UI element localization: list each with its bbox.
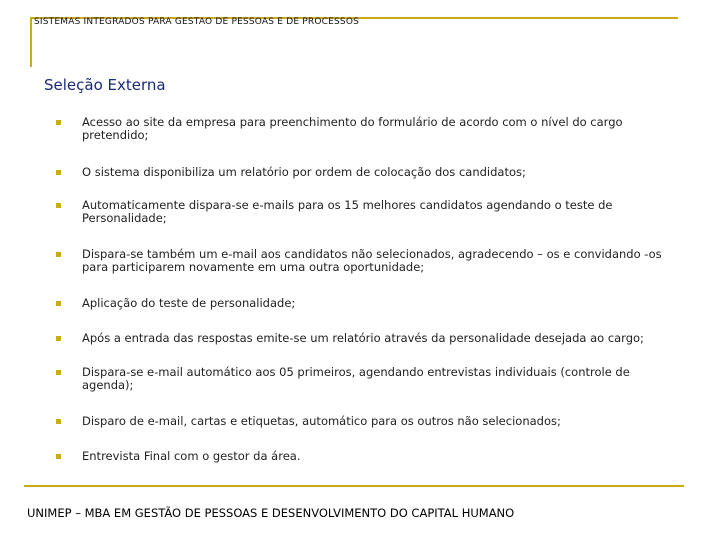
header-title: SISTEMAS INTEGRADOS PARA GESTAO DE PESSOAS E DE PROCESSOS [34,17,360,27]
bullet-text: Entrevista Final com o gestor da área. [82,449,301,463]
bullet-text: Dispara-se e-mail automático aos 05 primeiros, agendando entrevistas individuais (controle de agenda); [82,365,630,392]
bullet-text: O sistema disponibiliza um relatório por ordem de colocação dos candidatos; [82,165,526,179]
bullet-square-icon [56,454,61,459]
bullet-text: Após a entrada das respostas emite-se um relatório através da personalidade desejada ao cargo; [82,331,644,345]
bullet-square-icon [56,370,61,375]
bullet-square-icon [56,301,61,306]
header-left-rule [30,17,32,67]
footer-rule [24,485,684,487]
footer-text: UNIMEP – MBA EM GESTÃO DE PESSOAS E DESENVOLVIMENTO DO CAPITAL HUMANO [27,506,515,520]
bullet-text: Acesso ao site da empresa para preenchimento do formulário de acordo com o nível do cargo pretendido; [82,115,623,142]
bullet-text: Disparo de e-mail, cartas e etiquetas, automático para os outros não selecionados; [82,414,561,428]
bullet-square-icon [56,120,61,125]
bullet-square-icon [56,252,61,257]
section-title: Seleção Externa [44,76,166,94]
bullet-square-icon [56,336,61,341]
bullet-text: Dispara-se também um e-mail aos candidatos não selecionados, agradecendo – os e convidando -os para participarem novamente em uma outra oportunidade; [82,247,662,274]
bullet-square-icon [56,419,61,424]
bullet-text: Automaticamente dispara-se e-mails para os 15 melhores candidatos agendando o teste de Personalidade; [82,198,613,225]
bullet-square-icon [56,170,61,175]
bullet-square-icon [56,203,61,208]
bullet-text: Aplicação do teste de personalidade; [82,296,296,310]
